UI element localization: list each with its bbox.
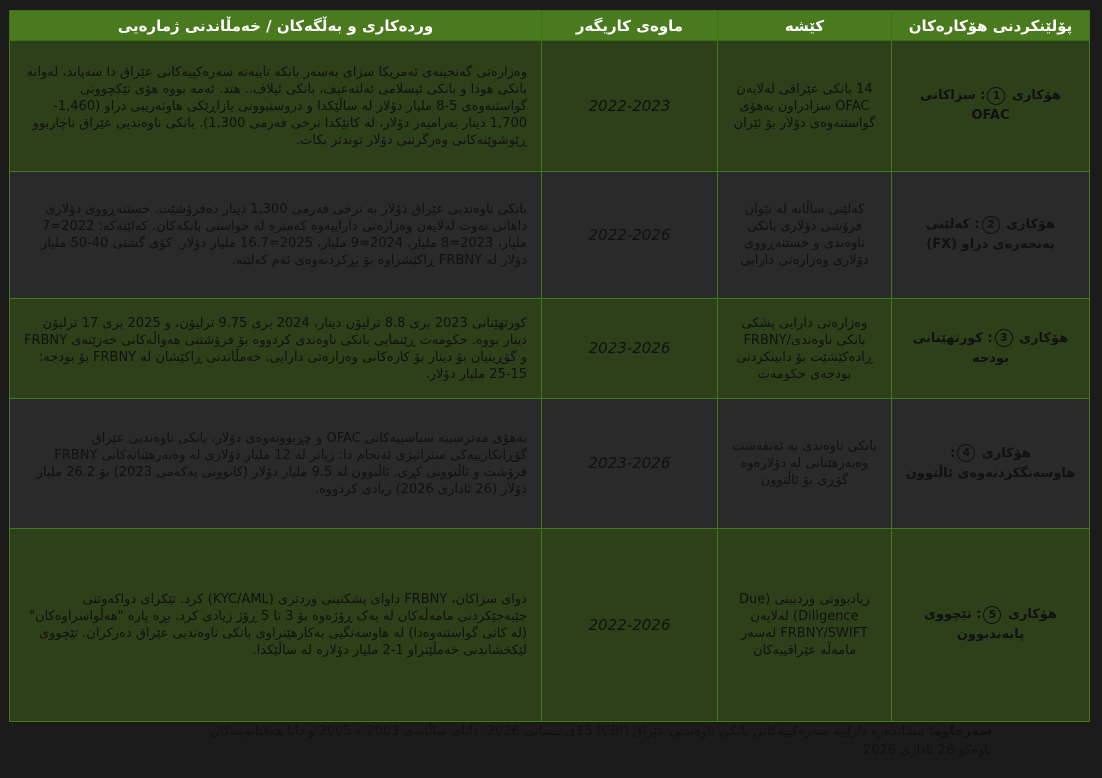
header-period: ماوەی کاریگەر: [542, 11, 718, 41]
table-header-row: [10, 11, 1090, 41]
circled-number-icon: 3: [995, 329, 1013, 347]
header-problem: کێشە: [718, 11, 892, 41]
cell-problem: بانکی ناوەندی بە ئەنقەست وەبەرهێنانی لە دۆلارەوە گۆڕی بۆ ئاڵتوون: [718, 399, 892, 529]
source-note: [150, 722, 992, 760]
cell-period: 2022-2026: [542, 172, 718, 299]
cell-problem: زیادبوونی وردبینی (Due Diligence) لەلایەن FRBNY/SWIFT لەسەر مامەڵە عێراقییەکان: [718, 529, 892, 722]
cell-period: 2023-2026: [542, 299, 718, 399]
cell-measures: وەزارەتی گەنجینەی ئەمریکا سزای بەسەر بانکە تایبەتە سەرەکییەکانی عێراق دا سەپاند، لەوانە بانکی هودا و بانکی ئیسلامی ئەلتەعیف، بانکی ئیلاف.. هتد. ئەمە بووە هۆی تێکچوونی گواستنەوەی 5-8 ملیار دۆلار لە ساڵێکدا و دروستبوونی بازاڕێکی هاوتەریبی دراو (1,460-1,700 دینار بەرامبەر دۆلار، لە کاتێکدا نرخی فەرمی 1,300). بانکی ناوەندیی عێراق ناچاربوو ڕێوشوێنەکانی وەرگرتنی دۆلار توندتر بکات.: [10, 41, 542, 172]
table-row: [10, 529, 1090, 722]
header-measures: وردەکاری و بەڵگەکان / خەمڵاندنی ژمارەیی: [10, 11, 542, 41]
source-label: سەرچاوە:: [928, 724, 992, 739]
cell-period: 2023-2026: [542, 399, 718, 529]
cell-period: 2022-2026: [542, 529, 718, 722]
issue-prefix: هۆکاری: [981, 445, 1031, 461]
table-row: [10, 172, 1090, 299]
cell-issue: [892, 529, 1090, 722]
issue-name: : تێچووی پابەندبوون: [924, 607, 1025, 642]
header-issue: پۆلێنکردنی هۆکارەکان: [892, 11, 1090, 41]
circled-number-icon: 1: [987, 87, 1005, 105]
circled-number-icon: 4: [957, 444, 975, 462]
cell-problem: کەلێنی ساڵانە لە نێوان فرۆشی دۆلاری بانکی ناوەندی و خستنەڕووی دۆلاری وەزارەتی دارایی: [718, 172, 892, 299]
issue-prefix: هۆکاری: [1007, 607, 1057, 622]
cell-period: 2022-2023: [542, 41, 718, 172]
cell-issue: [892, 299, 1090, 399]
cell-measures: کورتهێنانی 2023 بری 8.8 ترلیۆن دینار، 2024 بری 9.75 ترلیۆن، و 2025 بری 17 ترلیۆن دینار بووە. حکومەت ڕێنمایی بانکی ناوەندی کردووە بۆ فرۆشتنی هەواڵەکانی خەزێنەی FRBNY و گۆڕینیان بۆ دینار بۆ کارەکانی وەزارەتی دارایی. خەمڵاندنی ڕاکێشان لە FRBNY بۆ بودجە: 15-25 ملیار دۆلار.: [10, 299, 542, 399]
cell-issue: [892, 399, 1090, 529]
issue-name: : کورتهێنانی بودجە: [912, 330, 1009, 366]
issue-name: : هاوسەنگکردنەوەی ئاڵتوون: [905, 445, 1076, 481]
circled-number-icon: 5: [983, 606, 1001, 624]
table-row: [10, 41, 1090, 172]
source-line-2: تاوەکو 26 ئاداری 2026: [862, 743, 992, 758]
issue-name: : سزاکانی OFAC: [919, 88, 1010, 123]
cell-measures: دوای سزاکان، FRBNY داوای پشکنینی وردتری (KYC/AML) کرد. تێکرای دواکەوتنی جێبەجێکردنی مامەڵەکان لە یەک ڕۆژەوە بۆ 3 تا 5 ڕۆژ زیادی کرد. بڕە پارە "هەڵواسراوەکان" (لە کاتی گواستنەوەدا) لە هاوسەنگیی بەکارهێنراوی بانکی ناوەندیی عێراق دەرکران. تێچووی لێکخشاندنی خەمڵێنراو 1-2 ملیار دۆلارە لە ساڵێکدا.: [10, 529, 542, 722]
cell-problem: وەزارەتی دارایی پشکی بانکی ناوەندی/FRBNY ڕادەکێشێت بۆ دابینکردنی بودجەی حکومەت: [718, 299, 892, 399]
cell-issue: [892, 41, 1090, 172]
cell-measures: بانکی ناوەندیی عێراق دۆلار بە نرخی فەرمی 1,300 دینار دەفرۆشێت. خستنەڕووی دۆلاری داهاتی نەوت لەلایەن وەزارەتی داراییەوە کەمترە لە خواستی بانکەکان. کەلێنەکە: 2022=7 ملیار، 2023=8 ملیار، 2024=9 ملیار، 2025=16.7 ملیار دۆلار. کۆی گشتی 40-50 ملیار دۆلار لە FRBNY ڕاکێشراوە بۆ پڕکردنەوەی ئەم کەلێنە.: [10, 172, 542, 299]
issue-prefix: هۆکاری: [1006, 217, 1056, 232]
issue-name: : کەلێنی پەنجەرەی دراو (FX): [925, 217, 1055, 252]
cell-measures: بەهۆی مەترسییە سیاسییەکانی OFAC و چڕبوونەوەی دۆلار، بانکی ناوەندیی عێراق گۆڕانکارییەکی ستراتیژی ئەنجام دا: زیاتر لە 12 ملیار دۆلاری لە وەبەرهێنانەکانی FRBNY فرۆشت و ئاڵتوونی کڕی. ئاڵتوون لە 9.5 ملیار دۆلار (کانوونی یەکەمی 2023) بۆ 26.2 ملیار دۆلار (26 ئاداری 2026) زیادی کردووە.: [10, 399, 542, 529]
table-row: [10, 399, 1090, 529]
source-line-1: نیشاندەرە داراییە سەرەکییەکانی بانکی ناوەندیی عێراق (CBI) 15ی نیسانی 2026، داتای ساڵانەی 2003 – 2005 و داتا هەفتانەییەکان: [210, 724, 925, 739]
cell-problem: 14 بانکی عێراقی لەلایەن OFAC سزادراون بەهۆی گواستنەوەی دۆلار بۆ ئێران: [718, 41, 892, 172]
issue-prefix: هۆکاری: [1012, 88, 1062, 103]
issue-prefix: هۆکاری: [1019, 330, 1069, 346]
causes-table-wrapper: [10, 10, 1090, 722]
causes-table: [9, 10, 1090, 722]
table-row: [10, 299, 1090, 399]
circled-number-icon: 2: [982, 216, 1000, 234]
cell-issue: [892, 172, 1090, 299]
